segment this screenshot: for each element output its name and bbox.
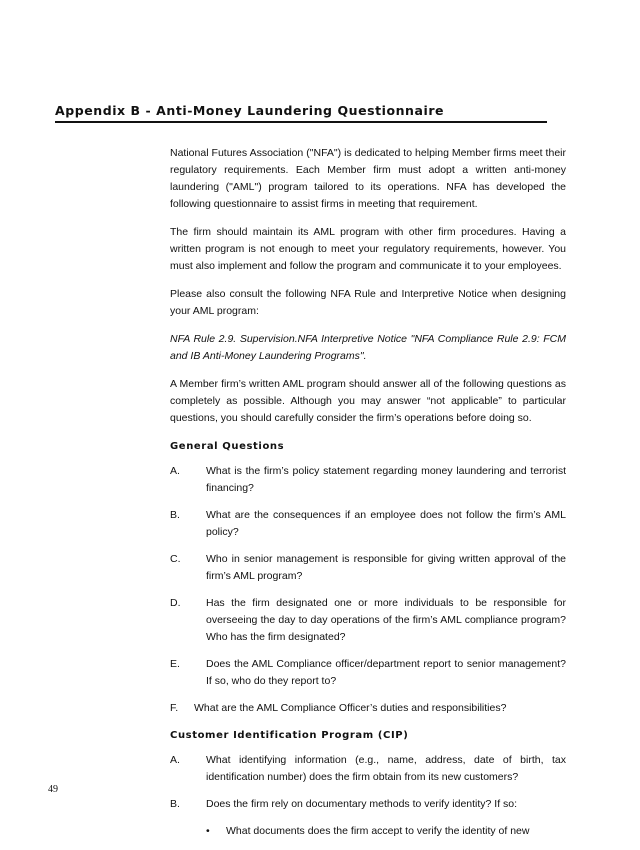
question-text: Who in senior management is responsible for giving written approval of the firm’s AML program? bbox=[206, 553, 566, 582]
question-letter: A. bbox=[170, 754, 180, 766]
question-item bbox=[170, 463, 566, 497]
question-letter: F. bbox=[170, 702, 179, 714]
question-text: What are the AML Compliance Officer’s duties and responsibilities? bbox=[194, 702, 507, 714]
question-text: What identifying information (e.g., name, address, date of birth, tax identification number) does the firm obtain from its new customers? bbox=[206, 754, 566, 783]
intro-paragraph: National Futures Association ("NFA") is dedicated to helping Member firms meet their regulatory requirements. Each Member firm must adopt a written anti-money laundering ("AML") program tailored to its operations. NFA has developed the following questionnaire to assist firms in meeting that requirement. bbox=[170, 147, 566, 210]
question-item bbox=[170, 507, 566, 541]
question-letter: D. bbox=[170, 597, 181, 609]
question-text: Does the firm rely on documentary methods to verify identity? If so: bbox=[206, 798, 518, 810]
question-item bbox=[170, 796, 566, 813]
question-text: Has the firm designated one or more individuals to be responsible for overseeing the day to day operations of the firm’s AML compliance program? Who has the firm designated? bbox=[206, 597, 566, 643]
question-text: What is the firm’s policy statement regarding money laundering and terrorist financing? bbox=[206, 465, 566, 494]
question-letter: A. bbox=[170, 465, 180, 477]
question-item bbox=[170, 595, 566, 646]
question-item bbox=[170, 551, 566, 585]
page-number: 49 bbox=[48, 784, 58, 795]
guidance-paragraph: A Member firm’s written AML program should answer all of the following questions as completely as possible. Although you may answer “not applicable” to particular questions, you should carefully consider the firm’s operations before doing so. bbox=[170, 378, 566, 424]
question-letter: B. bbox=[170, 509, 180, 521]
cip-heading: Customer Identification Program (CIP) bbox=[170, 730, 409, 741]
question-item bbox=[170, 700, 566, 717]
document-body bbox=[170, 145, 566, 850]
intro-paragraph: Please also consult the following NFA Rule and Interpretive Notice when designing your AML program: bbox=[170, 288, 566, 317]
bullet-text: What documents does the firm accept to verify the identity of new bbox=[226, 825, 530, 837]
question-letter: C. bbox=[170, 553, 181, 565]
question-item bbox=[170, 656, 566, 690]
title-rule bbox=[55, 121, 547, 123]
question-text: Does the AML Compliance officer/department report to senior management? If so, who do they report to? bbox=[206, 658, 566, 687]
question-letter: B. bbox=[170, 798, 180, 810]
bullet-icon: • bbox=[206, 825, 210, 837]
question-letter: E. bbox=[170, 658, 180, 670]
intro-paragraph: The firm should maintain its AML program with other firm procedures. Having a written program is not enough to meet your regulatory requirements, however. You must also implement and follow the program and communicate it to your employees. bbox=[170, 226, 566, 272]
general-questions-heading: General Questions bbox=[170, 441, 285, 452]
bullet-item bbox=[206, 823, 566, 840]
question-text: What are the consequences if an employee does not follow the firm’s AML policy? bbox=[206, 509, 566, 538]
page-title: Appendix B - Anti-Money Laundering Questionnaire bbox=[55, 103, 445, 118]
question-item bbox=[170, 752, 566, 786]
references-paragraph: NFA Rule 2.9. Supervision.NFA Interpretive Notice "NFA Compliance Rule 2.9: FCM and IB Anti-Money Laundering Programs". bbox=[170, 333, 566, 362]
